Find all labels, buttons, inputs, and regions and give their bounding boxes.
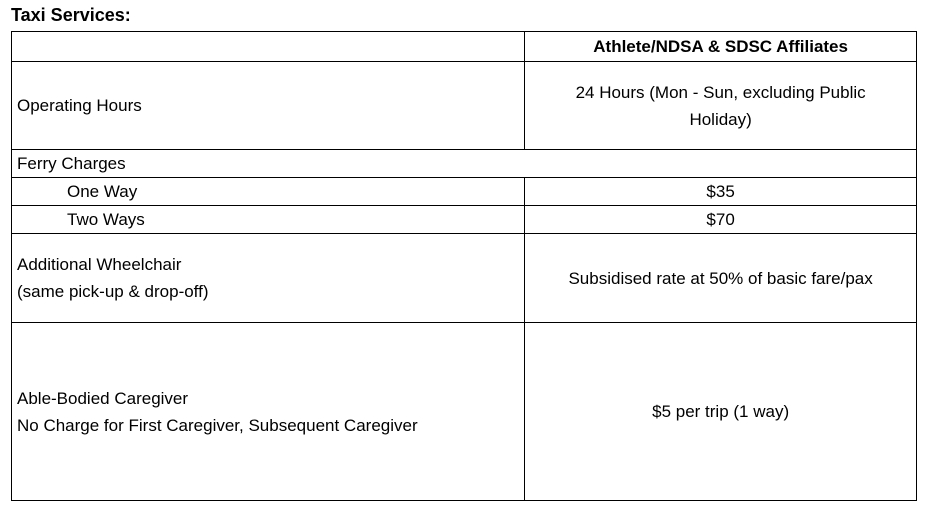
table-row-caregiver xyxy=(12,323,917,501)
additional-wheelchair-label xyxy=(12,234,525,323)
caregiver-label xyxy=(12,323,525,501)
additional-wheelchair-note: (same pick-up & drop-off) xyxy=(17,282,209,301)
table-row-one-way xyxy=(12,178,917,206)
page-title: Taxi Services: xyxy=(11,5,131,25)
operating-hours-label: Operating Hours xyxy=(12,62,525,150)
header-empty-cell xyxy=(12,32,525,62)
caregiver-value: $5 per trip (1 way) xyxy=(525,323,917,501)
caregiver-note: No Charge for First Caregiver, Subsequent Caregiver xyxy=(17,415,418,435)
one-way-value: $35 xyxy=(525,178,917,206)
caregiver-title: Able-Bodied Caregiver xyxy=(17,388,189,408)
table-row-additional-wheelchair xyxy=(12,234,917,323)
one-way-label: One Way xyxy=(12,178,525,206)
table-header-row xyxy=(12,32,917,62)
two-ways-value: $70 xyxy=(525,206,917,234)
taxi-services-table xyxy=(11,31,917,501)
ferry-charges-label: Ferry Charges xyxy=(12,150,917,178)
table-row-two-ways xyxy=(12,206,917,234)
additional-wheelchair-title: Additional Wheelchair xyxy=(17,255,182,274)
additional-wheelchair-value: Subsidised rate at 50% of basic fare/pax xyxy=(525,234,917,323)
table-row-ferry-charges xyxy=(12,150,917,178)
header-affiliates: Athlete/NDSA & SDSC Affiliates xyxy=(525,32,917,62)
operating-hours-value: 24 Hours (Mon - Sun, excluding Public Holiday) xyxy=(525,62,917,150)
two-ways-label: Two Ways xyxy=(12,206,525,234)
table-row-operating-hours xyxy=(12,62,917,150)
